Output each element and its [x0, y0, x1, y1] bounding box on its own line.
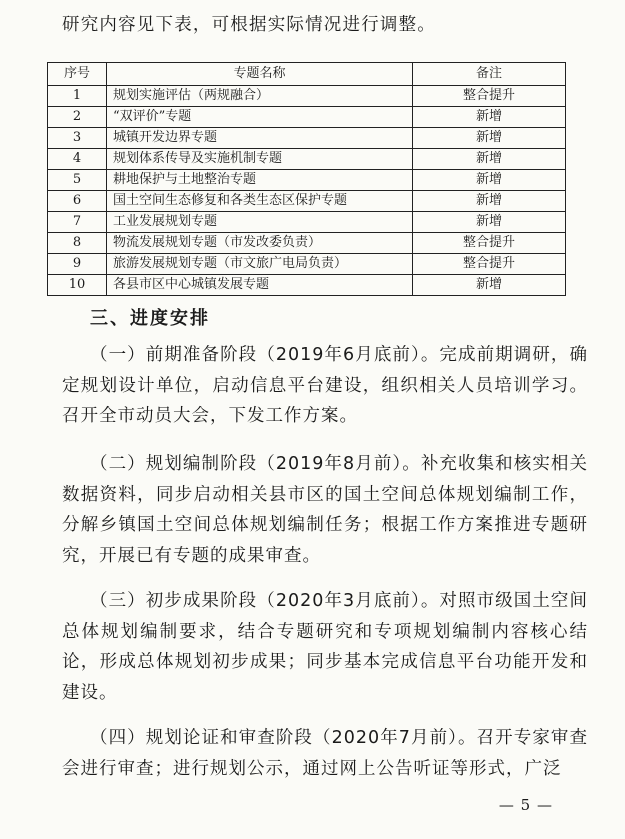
schedule-paragraph [62, 340, 588, 432]
row-name: “双评价”专题 [107, 107, 413, 128]
row-note: 整合提升 [413, 86, 566, 107]
table-row [48, 191, 566, 212]
row-note: 新增 [413, 107, 566, 128]
schedule-paragraph [62, 449, 588, 571]
row-note: 新增 [413, 149, 566, 170]
paragraph-lead: （四）规划论证和审查阶段（2020年7月前）。 [90, 728, 477, 748]
schedule-paragraph [62, 723, 588, 784]
table-row [48, 170, 566, 191]
row-name: 旅游发展规划专题（市文旅广电局负责） [107, 254, 413, 275]
paragraph-body: 对照市级国土空间总体规划编制要求，结合专题研究和专项规划编制内容核心结论，形成总体规划初步成果；同步基本完成信息平台功能开发和建设。 [62, 591, 589, 703]
row-note: 新增 [413, 212, 566, 233]
paragraph-body: 召开专家审查会进行审查；进行规划公示，通过网上公告听证等形式，广泛 [62, 728, 589, 779]
table-row [48, 107, 566, 128]
row-no: 6 [48, 191, 107, 212]
row-no: 10 [48, 275, 107, 296]
row-name: 规划实施评估（两规融合） [107, 86, 413, 107]
table-row [48, 233, 566, 254]
row-no: 8 [48, 233, 107, 254]
paragraph-body: 完成前期调研，确定规划设计单位，启动信息平台建设，组织相关人员培训学习。召开全市动员大会，下发工作方案。 [62, 345, 589, 426]
row-no: 5 [48, 170, 107, 191]
row-note: 新增 [413, 128, 566, 149]
row-note: 新增 [413, 191, 566, 212]
schedule-paragraph [62, 586, 588, 708]
row-no: 3 [48, 128, 107, 149]
header-no: 序号 [48, 63, 107, 86]
table-row [48, 128, 566, 149]
row-no: 4 [48, 149, 107, 170]
table-row [48, 275, 566, 296]
page-number: — 5 — [498, 796, 553, 814]
row-name: 城镇开发边界专题 [107, 128, 413, 149]
row-note: 整合提升 [413, 254, 566, 275]
row-name: 各县市区中心城镇发展专题 [107, 275, 413, 296]
table-row [48, 212, 566, 233]
row-note: 整合提升 [413, 233, 566, 254]
paragraph-lead: （二）规划编制阶段（2019年8月前）。 [90, 454, 421, 474]
row-note: 新增 [413, 170, 566, 191]
section-title: 三、进度安排 [90, 308, 210, 329]
row-name: 耕地保护与土地整治专题 [107, 170, 413, 191]
row-name: 国土空间生态修复和各类生态区保护专题 [107, 191, 413, 212]
paragraph-lead: （一）前期准备阶段（2019年6月底前）。 [90, 345, 440, 365]
row-name: 工业发展规划专题 [107, 212, 413, 233]
row-note: 新增 [413, 275, 566, 296]
row-no: 7 [48, 212, 107, 233]
table-row [48, 86, 566, 107]
table-row [48, 254, 566, 275]
paragraph-lead: （三）初步成果阶段（2020年3月底前）。 [90, 591, 440, 611]
table-row [48, 149, 566, 170]
row-name: 规划体系传导及实施机制专题 [107, 149, 413, 170]
header-note: 备注 [413, 63, 566, 86]
paragraph-body: 补充收集和核实相关数据资料，同步启动相关县市区的国土空间总体规划编制工作，分解乡镇国土空间总体规划编制任务；根据工作方案推进专题研究，开展已有专题的成果审查。 [62, 454, 589, 566]
intro-line: 研究内容见下表，可根据实际情况进行调整。 [62, 15, 436, 35]
row-no: 1 [48, 86, 107, 107]
row-no: 9 [48, 254, 107, 275]
topic-table [47, 62, 566, 296]
table-header-row [48, 63, 566, 86]
header-name: 专题名称 [107, 63, 413, 86]
row-no: 2 [48, 107, 107, 128]
row-name: 物流发展规划专题（市发改委负责） [107, 233, 413, 254]
